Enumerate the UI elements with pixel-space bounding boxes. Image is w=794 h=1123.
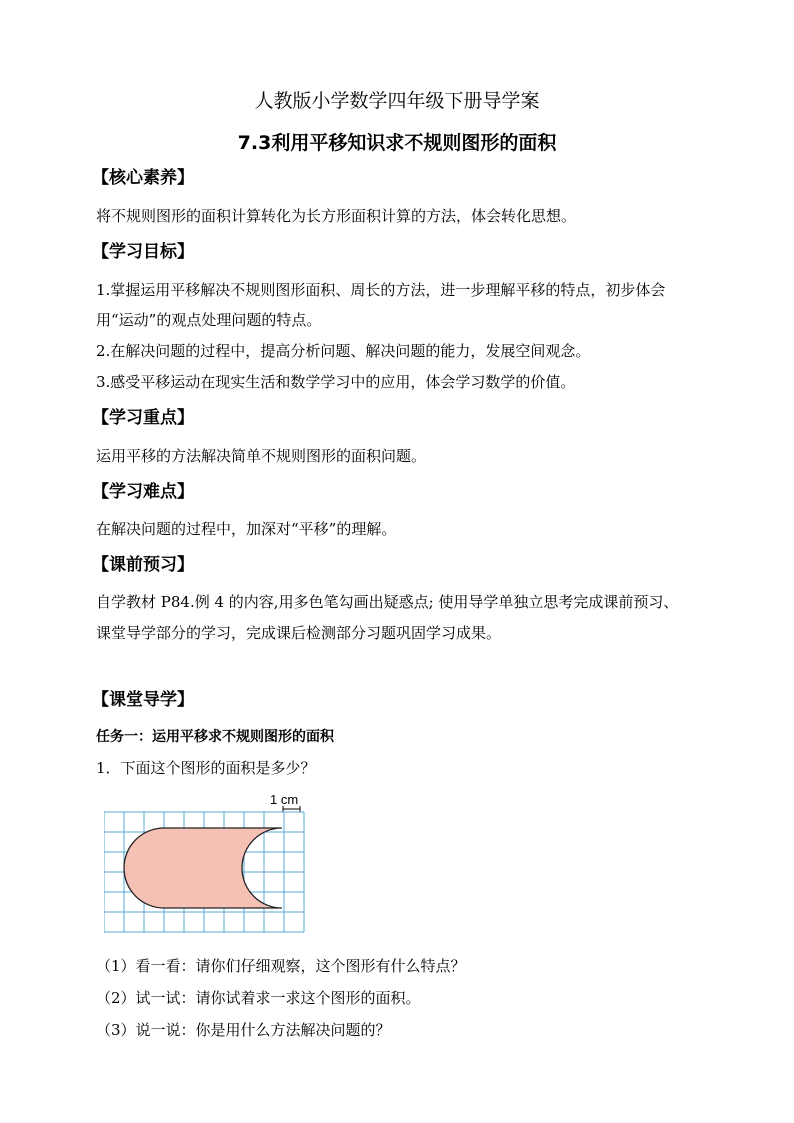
heading-preview: 【课前预习】 [92, 555, 194, 575]
heading-core-literacy: 【核心素养】 [92, 168, 194, 188]
grid-figure-svg [104, 788, 309, 933]
sub-question-3: （3）说一说：你是用什么方法解决问题的？ [96, 1021, 391, 1039]
irregular-shape [124, 828, 282, 908]
preview-line-1: 自学教材 P84.例 4 的内容,用多色笔勾画出疑惑点; 使用导学单独立思考完成课前预习、 [96, 593, 679, 611]
goal-1-line-1: 1.掌握运用平移解决不规则图形面积、周长的方法，进一步理解平移的特点，初步体会 [96, 281, 666, 299]
core-literacy-text: 将不规则图形的面积计算转化为长方形面积计算的方法，体会转化思想。 [96, 207, 577, 225]
goal-1-line-2: 用“运动”的观点处理问题的特点。 [96, 311, 322, 329]
goal-2: 2.在解决问题的过程中，提高分析问题、解决问题的能力，发展空间观念。 [96, 342, 591, 360]
goal-3: 3.感受平移运动在现实生活和数学学习中的应用，体会学习数学的价值。 [96, 373, 576, 391]
unit-label: 1 cm [270, 792, 299, 807]
task-1-title: 任务一：运用平移求不规则图形的面积 [96, 729, 334, 745]
document-title: 7.3利用平移知识求不规则图形的面积 [237, 132, 557, 154]
heading-classroom: 【课堂导学】 [92, 690, 194, 710]
grid-figure [104, 788, 309, 937]
sub-question-2: （2）试一试：请你试着求一求这个图形的面积。 [96, 989, 421, 1007]
document-subtitle: 人教版小学数学四年级下册导学案 [254, 90, 540, 112]
heading-key-points: 【学习重点】 [92, 408, 194, 428]
heading-difficult-points: 【学习难点】 [92, 482, 194, 502]
question-1: 1．下面这个图形的面积是多少？ [96, 759, 316, 777]
sub-question-1: （1）看一看：请你们仔细观察，这个图形有什么特点？ [96, 957, 466, 975]
preview-line-2: 课堂导学部分的学习，完成课后检测部分习题巩固学习成果。 [96, 624, 502, 642]
difficult-points-text: 在解决问题的过程中，加深对“平移”的理解。 [96, 520, 397, 538]
key-points-text: 运用平移的方法解决简单不规则图形的面积问题。 [96, 447, 427, 465]
heading-learning-goals: 【学习目标】 [92, 242, 194, 262]
